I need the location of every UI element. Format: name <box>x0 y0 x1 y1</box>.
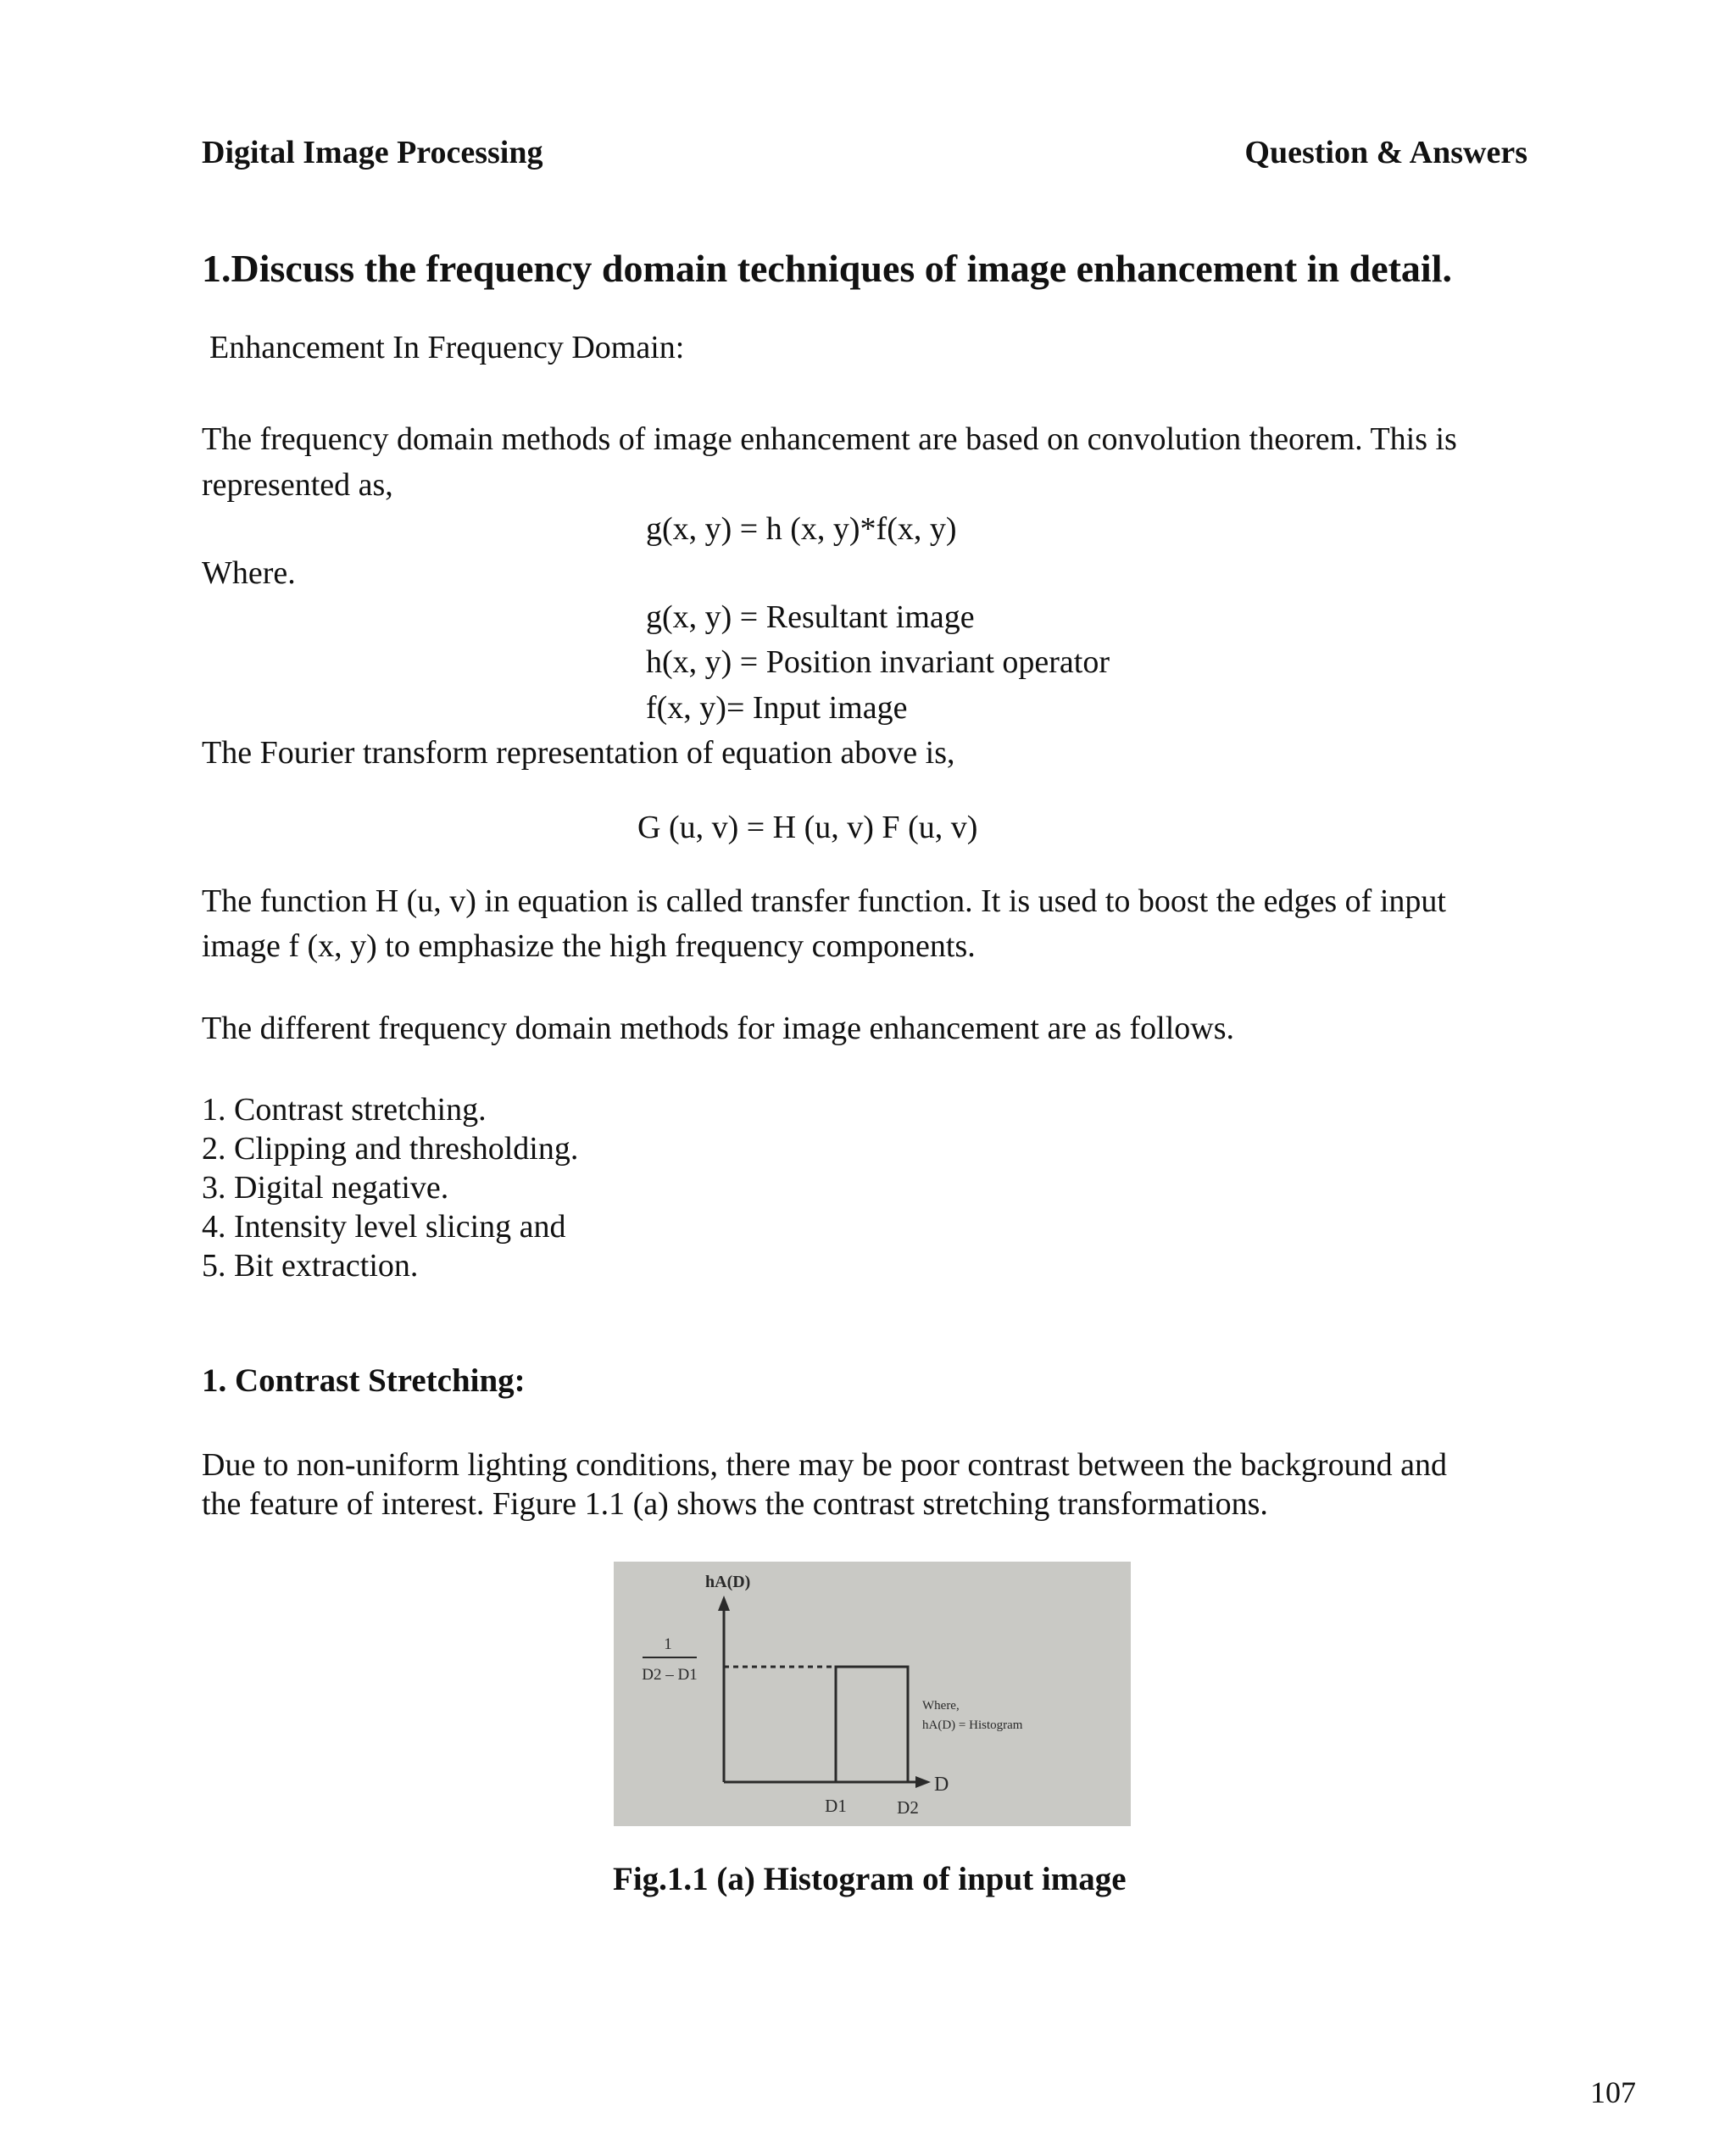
paragraph-1-line-2: represented as, <box>202 467 393 503</box>
x-tick-d1: D1 <box>825 1796 847 1816</box>
fourier-line: The Fourier transform representation of equation above is, <box>202 735 955 771</box>
paragraph-2-line-2: image f (x, y) to emphasize the high frequency components. <box>202 928 976 964</box>
question-title: 1.Discuss the frequency domain techniques of image enhancement in detail. <box>202 247 1452 290</box>
paragraph-4-line-2: the feature of interest. Figure 1.1 (a) shows the contrast stretching transformations. <box>202 1486 1268 1522</box>
x-axis-arrow <box>915 1776 931 1788</box>
page-number: 107 <box>1590 2075 1636 2109</box>
paragraph-2-line-1: The function H (u, v) in equation is called transfer function. It is used to boost the edges of input <box>202 883 1446 919</box>
figure-caption: Fig.1.1 (a) Histogram of input image <box>613 1861 1127 1897</box>
method-item-1: 1. Contrast stretching. <box>202 1092 487 1128</box>
y-tick-denominator: D2 – D1 <box>642 1666 698 1684</box>
header-left-title: Digital Image Processing <box>202 135 543 170</box>
subheading: Enhancement In Frequency Domain: <box>209 330 685 365</box>
method-item-4: 4. Intensity level slicing and <box>202 1209 566 1245</box>
paragraph-3: The different frequency domain methods for image enhancement are as follows. <box>202 1011 1235 1046</box>
y-tick-numerator: 1 <box>664 1635 672 1653</box>
definition-resultant: g(x, y) = Resultant image <box>646 599 975 635</box>
convolution-equation: g(x, y) = h (x, y)*f(x, y) <box>646 511 957 547</box>
figure-note-line-2: hA(D) = Histogram <box>922 1718 1023 1732</box>
x-tick-d2: D2 <box>897 1797 919 1818</box>
method-item-5: 5. Bit extraction. <box>202 1248 419 1284</box>
method-item-3: 3. Digital negative. <box>202 1170 449 1206</box>
header-right-title: Question & Answers <box>1244 135 1527 170</box>
y-axis-label: hA(D) <box>705 1573 751 1591</box>
paragraph-4-line-1: Due to non-uniform lighting conditions, there may be poor contrast between the background and <box>202 1447 1447 1483</box>
x-axis-label: D <box>934 1774 949 1796</box>
histogram-bar <box>836 1667 908 1782</box>
y-axis-arrow <box>718 1596 730 1611</box>
where-label: Where. <box>202 555 296 591</box>
paragraph-1-line-1: The frequency domain methods of image enhancement are based on convolution theorem. This is <box>202 421 1457 457</box>
figure-note-line-1: Where, <box>922 1699 960 1713</box>
section-heading: 1. Contrast Stretching: <box>202 1362 526 1399</box>
definition-input: f(x, y)= Input image <box>646 690 908 726</box>
fourier-equation: G (u, v) = H (u, v) F (u, v) <box>637 810 978 845</box>
histogram-diagram <box>614 1562 1131 1826</box>
definition-operator: h(x, y) = Position invariant operator <box>646 644 1110 680</box>
method-item-2: 2. Clipping and thresholding. <box>202 1131 579 1167</box>
histogram-figure <box>614 1562 1131 1826</box>
